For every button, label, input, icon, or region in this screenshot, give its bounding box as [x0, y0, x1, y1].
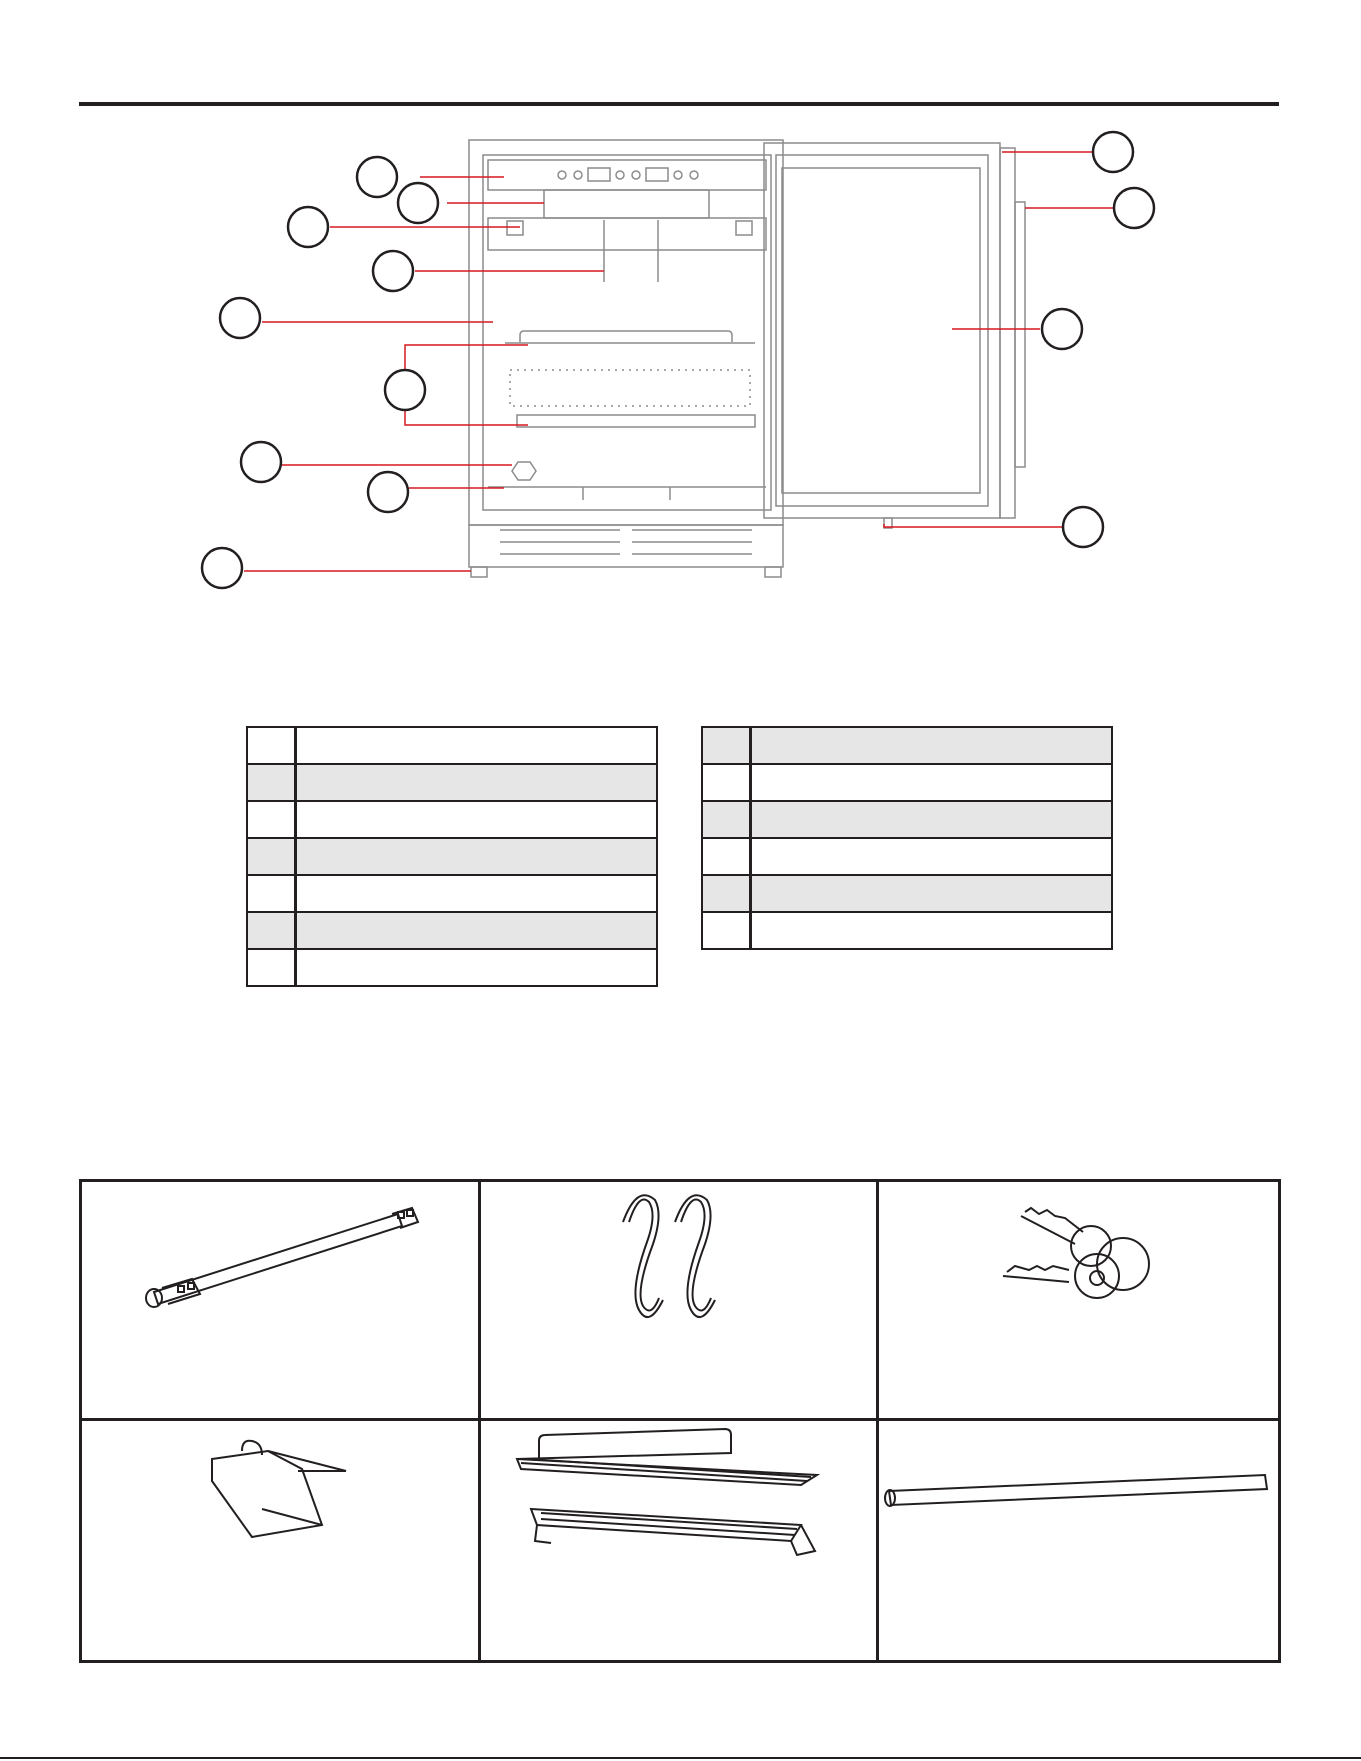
door-handle-icon — [82, 1182, 479, 1420]
part-label — [296, 727, 658, 764]
cabinet-outline — [469, 140, 783, 525]
keys-icon — [879, 1182, 1276, 1420]
part-label — [751, 838, 1113, 875]
part-number — [247, 838, 296, 875]
button-icon — [574, 171, 582, 179]
part-number — [247, 875, 296, 912]
part-number — [702, 727, 751, 764]
table-row — [247, 838, 657, 875]
table-row — [247, 764, 657, 801]
door-handle — [1015, 202, 1025, 467]
humidity-cap — [512, 462, 536, 480]
table-row — [702, 875, 1112, 912]
control-panel — [488, 160, 766, 190]
accessory-door-handle — [82, 1182, 481, 1421]
table-row — [702, 727, 1112, 764]
callout-circle — [220, 298, 260, 338]
accessory-drip-tray — [82, 1421, 481, 1660]
table-row — [702, 801, 1112, 838]
part-number — [247, 727, 296, 764]
callout-circle — [202, 548, 242, 588]
s-hooks-icon — [481, 1182, 878, 1420]
part-label — [296, 949, 658, 986]
hook-bracket-left — [507, 221, 523, 235]
display-screen-icon — [646, 168, 668, 181]
table-row — [247, 875, 657, 912]
button-icon — [690, 171, 698, 179]
part-number — [247, 949, 296, 986]
hanging-rod-icon — [879, 1421, 1276, 1659]
hook-bracket-right — [736, 221, 752, 235]
part-number — [247, 912, 296, 949]
table-row — [702, 838, 1112, 875]
part-label — [296, 764, 658, 801]
leveling-leg-right — [765, 567, 781, 577]
accessory-wire-racks — [481, 1421, 880, 1660]
accessories-grid — [79, 1179, 1281, 1663]
door-outline — [764, 143, 1000, 518]
drip-tray-icon — [82, 1421, 479, 1659]
part-number — [247, 764, 296, 801]
leader-line — [884, 524, 1065, 527]
button-icon — [616, 171, 624, 179]
part-label — [751, 912, 1113, 949]
lower-rack — [517, 415, 755, 427]
refrigerator-diagram — [0, 0, 1361, 600]
part-label — [751, 801, 1113, 838]
footer-rule — [0, 1757, 1361, 1759]
part-number — [702, 764, 751, 801]
callout-circle — [385, 370, 425, 410]
callout-circle — [288, 207, 328, 247]
callout-circle — [1063, 507, 1103, 547]
part-label — [296, 801, 658, 838]
callout-circle — [241, 442, 281, 482]
callout-circle — [1093, 132, 1133, 172]
table-row — [702, 912, 1112, 949]
base-kick-plate — [469, 525, 783, 567]
table-row — [247, 801, 657, 838]
callout-circle — [368, 472, 408, 512]
table-row — [247, 727, 657, 764]
table-row — [247, 949, 657, 986]
button-icon — [632, 171, 640, 179]
upper-rack-rail — [520, 331, 732, 342]
part-number — [702, 801, 751, 838]
button-icon — [558, 171, 566, 179]
accessory-hanging-rod — [879, 1421, 1278, 1660]
part-number — [702, 912, 751, 949]
top-shelf-area — [488, 218, 766, 250]
part-label — [296, 912, 658, 949]
rear-vent — [510, 370, 750, 406]
door-frame — [776, 155, 988, 506]
callout-circle — [1114, 188, 1154, 228]
table-row — [702, 764, 1112, 801]
part-label — [751, 875, 1113, 912]
door-edge — [1000, 148, 1015, 518]
leveling-leg-left — [471, 567, 487, 577]
part-label — [296, 875, 658, 912]
part-label — [751, 764, 1113, 801]
wire-racks-icon — [481, 1421, 878, 1659]
part-label — [296, 838, 658, 875]
callout-circle — [1042, 309, 1082, 349]
cabinet-inner — [483, 155, 771, 510]
door-glass — [782, 168, 980, 493]
callout-circle — [357, 157, 397, 197]
accessory-keys — [879, 1182, 1278, 1421]
part-number — [702, 875, 751, 912]
display-screen-icon — [588, 168, 610, 181]
button-icon — [674, 171, 682, 179]
callout-circle — [373, 251, 413, 291]
part-number — [702, 838, 751, 875]
part-number — [247, 801, 296, 838]
part-label — [751, 727, 1113, 764]
callout-circle — [398, 183, 438, 223]
parts-table-left — [246, 726, 658, 987]
table-row — [247, 912, 657, 949]
parts-table-right — [701, 726, 1113, 950]
accessory-s-hooks — [481, 1182, 880, 1421]
fan-grille — [544, 190, 709, 218]
